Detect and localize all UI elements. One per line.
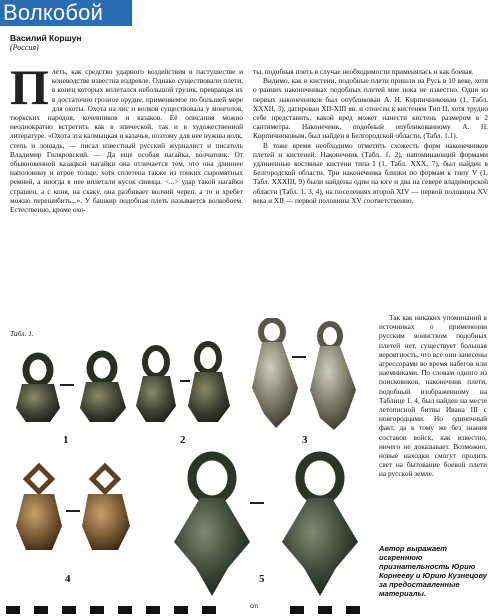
paragraph: Видимо, как и кистени, подобные плети пришли на Русь в 10 веке, хотя о ранних наконечниках подобных плетей мне пока не известно. Одни из первых наконечников был опубликован А. Н. Кирпичниковым (1, Табл. XXXII, 3), датирован XII-XIII вв. и отнесен к кистеням Тип II, хотя трудно себе представить, какой вред может нанести кистень размером в 2 сантиметра. Наконечник, подобный опубликованному А. Н. Кирпичниковым, был найден в Белгородской области, (Табл. 1.1).: [253, 76, 488, 141]
article-column-2: [253, 67, 488, 205]
artifact-5a: [174, 456, 250, 596]
scale-ruler: [0, 604, 495, 616]
figure-number: 3: [302, 434, 308, 446]
figure-number: 1: [63, 434, 69, 446]
author-country: (Россия): [10, 43, 39, 52]
artifact-1b: [80, 354, 126, 422]
artifact-figure: [0, 318, 375, 608]
figure-label: Табл. 1.: [10, 329, 34, 338]
paragraph: Так как никаких упоминаний в источниках о применении русским воинством подобных плетей нет, существует большая вероятность, что все они занесены агрессорами во время набегов или наемниками. По словам одного из поисковиков, наконечник плети, подобный изображенному на Таблице 1. 4, был найден на месте летописной битвы Ивана III с новгородцами. Но одиночный факт, да к тому же без знания составов войск, как известно, ничего не доказывает. Возможно, новые находки смогут пролить свет на бытование боевой плети на русской земле.: [379, 313, 487, 479]
artifact-2a: [136, 348, 176, 422]
artifact-3a: [252, 320, 298, 428]
separator-dash: [292, 356, 306, 358]
separator-dash: [250, 502, 264, 504]
figure-number: 2: [180, 434, 186, 446]
title-banner: [0, 0, 132, 26]
paragraph: ты, подобная плеть в случае необходимости применялась и как боевая.: [253, 67, 474, 76]
article-column-3: [379, 313, 487, 479]
article-column-1: [10, 59, 243, 215]
author-name: Василий Коршун: [10, 33, 82, 43]
separator-dash: [60, 384, 74, 386]
drop-cap: П: [10, 59, 49, 115]
separator-dash: [66, 510, 80, 512]
article-title: Волкобой: [3, 0, 104, 25]
artifact-5b: [282, 456, 358, 596]
artifact-1a: [16, 356, 60, 422]
artifact-3b: [310, 324, 356, 430]
paragraph: летъ, как средство ударного воздействия в пастушестве и коневодстве известна издревле. Однако существовали плети, в конец которых вплетался небольшой грузик, превращая их в достаточно грозное орудие, применяемое по большей мере для охоты. Охота на лис и волков существовала у монголов, тюркских народов, кочевников и казаков. Её описания можно неоднократно встретить как в эпической, так и в художественной литературе. «Охота эта калмыцкая и казачья, поэтому для нее нужны волк, степь и лошадь, — писал известный русский журналист и писатель Владимир Гиляровский. — Да еще особая нагайка, волчатник. От обыкновенной казацкой нагайки она отличается тем, что она длиннее наполовину и втрое толще, хотя сплетена также из тонких сыромятных ремней, а иногда в нее вплетали кусок свинца. <...> удар такой нагайки страшен, а с коня, на скаку, она разбивает волчий череп, а то и хребет можно перешибить...». У башкир подобная плеть называется волкобоем. Естественно, кроме охо-: [10, 67, 243, 215]
paragraph: В тоже время необходимо отметить схожесть форм наконечников плетей и кистеней. Наконечник (Табл. 1. 2), напоминающий формами удлиненные костяные кистени типа I (1, Табл. XXX, 7), был найден в Белгородской области. Три наконечника близки по формам к типу V (1, Табл. XXXIII, 9) были найдены один на юге и два на севере владимирской области (Табл. 1, 3, 4), на поселениях второй XIV — первой половины XV века и XII — первой половины XV соответственно.: [253, 140, 488, 205]
artifact-4b: [82, 466, 130, 550]
artifact-2b: [188, 344, 230, 422]
artifact-4a: [16, 466, 62, 550]
figure-number: 5: [259, 573, 265, 585]
figure-number: 4: [65, 573, 71, 585]
separator-dash: [180, 380, 190, 382]
ruler-unit-label: cm: [250, 604, 258, 610]
acknowledgement: Автор выражает искреннюю признательность Юрию Корнееву и Юрию Кузнецову за предоставленные материалы.: [379, 544, 487, 598]
